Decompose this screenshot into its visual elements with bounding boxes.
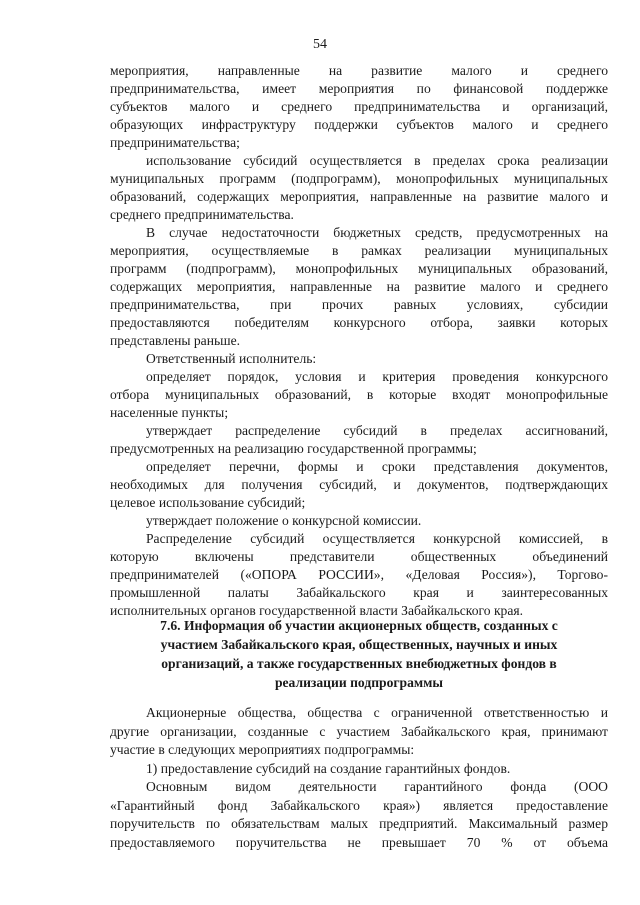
text-line: промышленной палаты Забайкальского края и заинтересованных xyxy=(110,585,608,600)
text-line: утверждает положение о конкурсной комиссии. xyxy=(146,513,422,528)
text-line: предпринимателей («ОПОРА РОССИИ», «Деловая Россия»), Торгово- xyxy=(110,567,608,582)
text-line: мероприятия, осуществляемые в рамках реализации муниципальных xyxy=(110,243,608,258)
page-number: 54 xyxy=(313,37,327,52)
text-line: поручительств по обязательствам малых предприятий. Максимальный размер xyxy=(110,816,608,831)
text-line: Распределение субсидий осуществляется конкурсной комиссией, в xyxy=(146,531,608,546)
text-line: 1) предоставление субсидий на создание гарантийных фондов. xyxy=(146,760,511,776)
text-line: предоставляемого поручительства не превышает 70 % от объема xyxy=(110,834,608,850)
text-line: предпринимательства; xyxy=(110,135,240,150)
text-line: Ответственный исполнитель: xyxy=(146,351,317,366)
section-heading xyxy=(110,617,608,693)
text-line: «Гарантийный фонд Забайкальского края») является предоставление xyxy=(110,797,608,813)
text-line: исполнительных органов государственной власти Забайкальского края. xyxy=(110,603,524,618)
text-line: необходимых для получения субсидий, и документов, подтверждающих xyxy=(110,477,608,492)
text-line: определяет порядок, условия и критерия проведения конкурсного xyxy=(146,369,608,384)
text-line: предоставляются победителям конкурсного отбора, заявки которых xyxy=(110,315,608,330)
text-line: населенные пункты; xyxy=(110,405,229,420)
text-line: предусмотренных на реализацию государственной программы; xyxy=(110,441,477,456)
heading-line: организаций, а также государственных внебюджетных фондов в xyxy=(161,656,557,671)
body-text-block-1 xyxy=(110,62,608,620)
text-line: утверждает распределение субсидий в пределах ассигнований, xyxy=(146,423,608,438)
text-line: которую включены представители общественных объединений xyxy=(110,549,608,564)
heading-line: участием Забайкальского края, общественных, научных и иных xyxy=(160,637,558,652)
text-line: субъектов малого и среднего предпринимательства и организаций, xyxy=(110,99,608,114)
text-line: предпринимательства, при прочих равных условиях, субсидии xyxy=(110,297,608,312)
text-line: программ (подпрограмм), монопрофильных муниципальных образований, xyxy=(110,261,608,276)
text-line: В случае недостаточности бюджетных средств, предусмотренных на xyxy=(146,225,608,240)
text-line: участие в следующих мероприятиях подпрограммы: xyxy=(110,742,415,757)
text-line: представлены раньше. xyxy=(110,333,241,348)
text-line: Основным видом деятельности гарантийного фонда (ООО xyxy=(146,779,608,794)
text-line: отбора муниципальных образований, в которые входят монопрофильные xyxy=(110,387,608,402)
text-line: образующих инфраструктуру поддержки субъектов малого и среднего xyxy=(110,117,608,132)
text-line: муниципальных программ (подпрограмм), монопрофильных муниципальных xyxy=(110,171,608,186)
text-line: целевое использование субсидий; xyxy=(110,495,306,510)
text-line: среднего предпринимательства. xyxy=(110,207,294,222)
text-line: мероприятия, направленные на развитие малого и среднего xyxy=(110,63,608,78)
text-line: Акционерные общества, общества с ограниченной ответственностью и xyxy=(146,705,608,720)
text-line: содержащих мероприятия, направленные на развитие малого и среднего xyxy=(110,279,608,294)
heading-line: реализации подпрограммы xyxy=(274,675,444,690)
text-line: другие организации, созданные с участием Забайкальского края, принимают xyxy=(110,723,608,739)
text-line: использование субсидий осуществляется в пределах срока реализации xyxy=(146,153,608,168)
heading-line: 7.6. Информация об участии акционерных обществ, созданных с xyxy=(160,618,558,633)
text-line: предпринимательства, имеет мероприятия по финансовой поддержке xyxy=(110,81,608,96)
text-line: определяет перечни, формы и сроки представления документов, xyxy=(146,459,608,474)
body-text-block-2 xyxy=(110,704,608,852)
text-line: образований, содержащих мероприятия, направленные на развитие малого и xyxy=(110,189,608,204)
